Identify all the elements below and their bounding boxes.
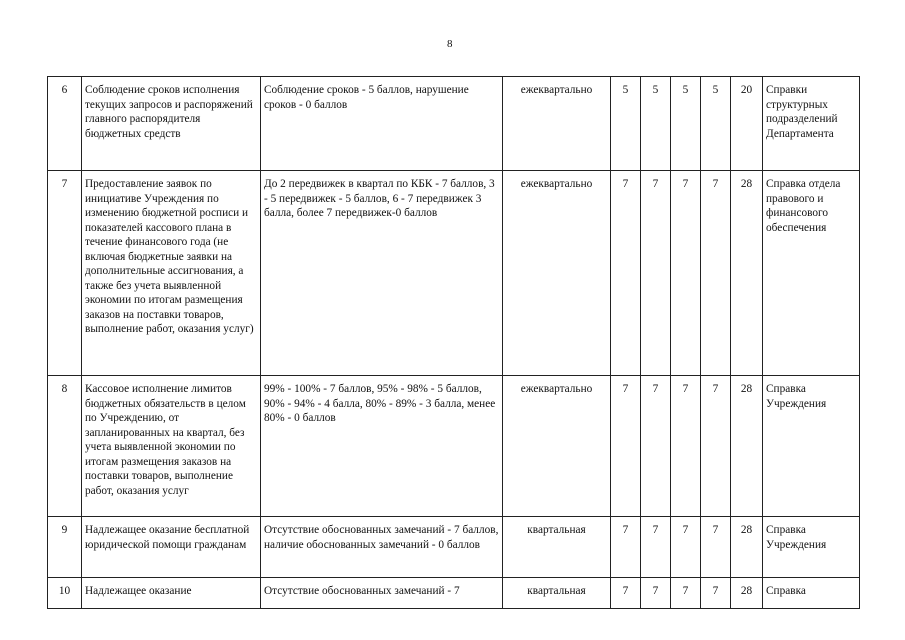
row-number: 9 <box>48 517 82 578</box>
quarter-1-cell: 7 <box>611 171 641 376</box>
scoring-cell: 99% - 100% - 7 баллов, 95% - 98% - 5 баллов, 90% - 94% - 4 балла, 80% - 89% - 3 балла, менее 80% - 0 баллов <box>261 376 503 517</box>
quarter-3-cell: 7 <box>671 376 701 517</box>
frequency-cell: ежеквартально <box>503 376 611 517</box>
frequency-cell: ежеквартально <box>503 171 611 376</box>
criterion-cell: Надлежащее оказание бесплатной юридической помощи гражданам <box>82 517 261 578</box>
scoring-cell: Отсутствие обоснованных замечаний - 7 <box>261 578 503 609</box>
table-row <box>48 77 860 171</box>
criterion-cell: Предоставление заявок по инициативе Учреждения по изменению бюджетной росписи и показателей кассового плана в течение финансового года (не включая бюджетные заявки на дополнительные ассигнования, а также без учета выявленной экономии по итогам размещения заказов на поставки товаров, выполнение работ, оказания услуг) <box>82 171 261 376</box>
quarter-1-cell: 7 <box>611 578 641 609</box>
page-number: 8 <box>447 38 453 50</box>
table-row <box>48 376 860 517</box>
quarter-3-cell: 5 <box>671 77 701 171</box>
frequency-cell: ежеквартально <box>503 77 611 171</box>
quarter-4-cell: 7 <box>701 171 731 376</box>
frequency-cell: квартальная <box>503 517 611 578</box>
total-cell: 28 <box>731 517 763 578</box>
quarter-1-cell: 7 <box>611 517 641 578</box>
source-cell: Справка Учреждения <box>763 517 860 578</box>
table-row <box>48 517 860 578</box>
quarter-2-cell: 7 <box>641 517 671 578</box>
criteria-table <box>47 76 860 609</box>
quarter-3-cell: 7 <box>671 517 701 578</box>
source-cell: Справка <box>763 578 860 609</box>
total-cell: 28 <box>731 171 763 376</box>
total-cell: 28 <box>731 376 763 517</box>
row-number: 7 <box>48 171 82 376</box>
source-cell: Справки структурных подразделений Департамента <box>763 77 860 171</box>
criterion-cell: Надлежащее оказание <box>82 578 261 609</box>
frequency-cell: квартальная <box>503 578 611 609</box>
quarter-4-cell: 7 <box>701 517 731 578</box>
criterion-cell: Соблюдение сроков исполнения текущих запросов и распоряжений главного распорядителя бюджетных средств <box>82 77 261 171</box>
quarter-4-cell: 5 <box>701 77 731 171</box>
quarter-4-cell: 7 <box>701 376 731 517</box>
quarter-3-cell: 7 <box>671 171 701 376</box>
quarter-2-cell: 5 <box>641 77 671 171</box>
quarter-2-cell: 7 <box>641 171 671 376</box>
quarter-1-cell: 7 <box>611 376 641 517</box>
scoring-cell: До 2 передвижек в квартал по КБК - 7 баллов, 3 - 5 передвижек - 5 баллов, 6 - 7 передвижек 3 балла, более 7 передвижек-0 баллов <box>261 171 503 376</box>
quarter-3-cell: 7 <box>671 578 701 609</box>
total-cell: 28 <box>731 578 763 609</box>
row-number: 6 <box>48 77 82 171</box>
quarter-4-cell: 7 <box>701 578 731 609</box>
quarter-1-cell: 5 <box>611 77 641 171</box>
source-cell: Справка Учреждения <box>763 376 860 517</box>
row-number: 8 <box>48 376 82 517</box>
quarter-2-cell: 7 <box>641 578 671 609</box>
total-cell: 20 <box>731 77 763 171</box>
row-number: 10 <box>48 578 82 609</box>
scoring-cell: Отсутствие обоснованных замечаний - 7 баллов, наличие обоснованных замечаний - 0 баллов <box>261 517 503 578</box>
table-row <box>48 171 860 376</box>
criterion-cell: Кассовое исполнение лимитов бюджетных обязательств в целом по Учреждению, от запланированных на квартал, без учета выявленной экономии по итогам размещения заказов на поставки товаров, выполнение работ, оказания услуг <box>82 376 261 517</box>
source-cell: Справка отдела правового и финансового обеспечения <box>763 171 860 376</box>
scoring-cell: Соблюдение сроков - 5 баллов, нарушение сроков - 0 баллов <box>261 77 503 171</box>
table-row <box>48 578 860 609</box>
quarter-2-cell: 7 <box>641 376 671 517</box>
